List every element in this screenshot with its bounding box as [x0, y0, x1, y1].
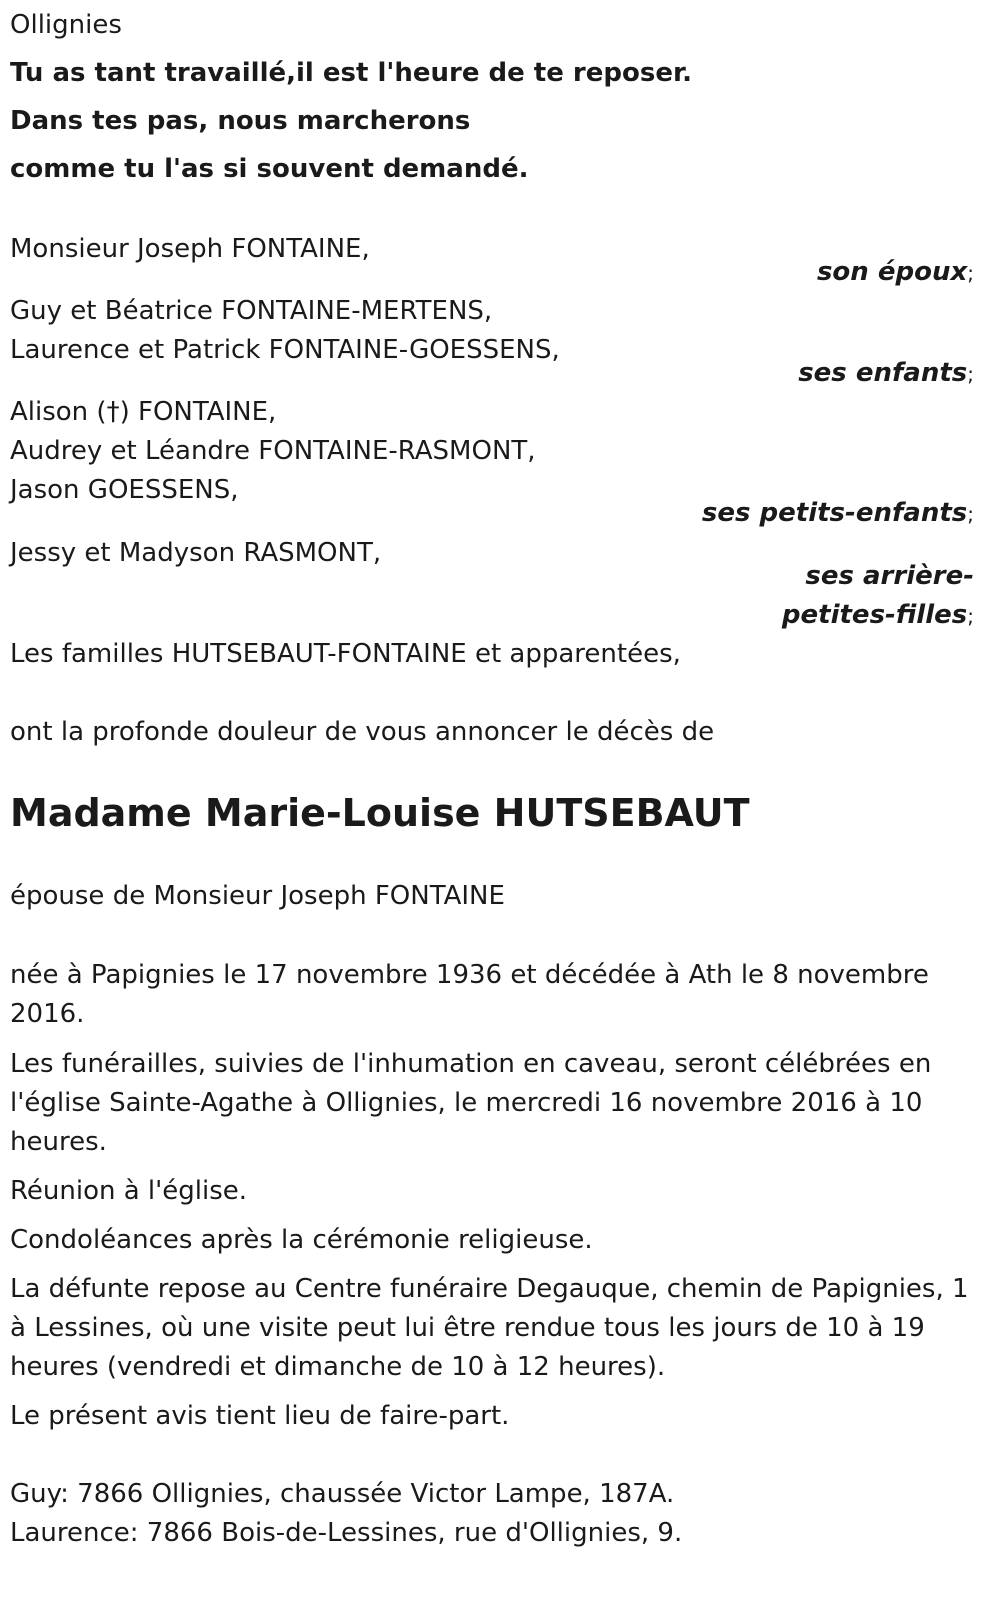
- child-1: Guy et Béatrice FONTAINE-MERTENS,: [10, 296, 493, 326]
- grandchild-alison-suffix: ) FONTAINE,: [119, 397, 277, 427]
- birth-death-paragraph: née à Papignies le 17 novembre 1936 et décédée à Ath le 8 novembre 2016.: [10, 960, 929, 1029]
- grandchildren-role: [702, 494, 974, 534]
- verse-line-1: Tu as tant travaillé,il est l'heure de te reposer.: [10, 58, 692, 88]
- grandchild-alison: [10, 393, 276, 432]
- address-laurence: Laurence: 7866 Bois-de-Lessines, rue d'Ollignies, 9.: [10, 1518, 683, 1548]
- great-grandchildren-role-line-1: ses arrière-: [805, 561, 974, 591]
- grandchild-alison-prefix: Alison (: [10, 397, 107, 427]
- role-separator: ;: [967, 502, 974, 526]
- repose-paragraph: La défunte repose au Centre funéraire Degauque, chemin de Papignies, 1 à Lessines, où une visite peut lui être rendue tous les jours de 10 à 19 heures (vendredi et dimanche de 10 à 12 heures).: [10, 1274, 969, 1382]
- families-line: Les familles HUTSEBAUT-FONTAINE et apparentées,: [10, 639, 681, 669]
- grandchild-3: Jason GOESSENS,: [10, 475, 239, 505]
- grandchildren-role-label: ses petits-enfants: [701, 498, 968, 528]
- verse-line-2: Dans tes pas, nous marcherons: [10, 106, 471, 136]
- funeral-paragraph: Les funérailles, suivies de l'inhumation en caveau, seront célébrées en l'église Sainte-Agathe à Ollignies, le mercredi 16 novembre 2016 à 10 heures.: [10, 1049, 932, 1157]
- children-role-label: ses enfants: [798, 358, 968, 388]
- address-guy: Guy: 7866 Ollignies, chaussée Victor Lampe, 187A.: [10, 1479, 675, 1509]
- children-role: [798, 354, 974, 394]
- deceased-name: Madame Marie-Louise HUTSEBAUT: [10, 791, 750, 835]
- husband-name: Monsieur Joseph FONTAINE,: [10, 234, 370, 264]
- spouse-line: épouse de Monsieur Joseph FONTAINE: [10, 881, 505, 911]
- grandchild-2: Audrey et Léandre FONTAINE-RASMONT,: [10, 436, 536, 466]
- location: Ollignies: [10, 10, 122, 40]
- verse-line-3: comme tu l'as si souvent demandé.: [10, 154, 529, 184]
- role-separator: ;: [967, 604, 974, 628]
- great-grandchildren-role-line-2: [782, 596, 974, 636]
- husband-role: [817, 253, 974, 293]
- role-separator: ;: [967, 362, 974, 386]
- cross-icon: †: [106, 397, 120, 427]
- husband-role-label: son époux: [816, 257, 968, 287]
- great-grandchildren: Jessy et Madyson RASMONT,: [10, 538, 382, 568]
- meeting-paragraph: Réunion à l'église.: [10, 1176, 248, 1206]
- child-2: Laurence et Patrick FONTAINE-GOESSENS,: [10, 335, 560, 365]
- announcement: ont la profonde douleur de vous annoncer le décès de: [10, 717, 715, 747]
- role-separator: ;: [967, 261, 974, 285]
- great-grandchildren-role-label: petites-filles: [781, 600, 968, 630]
- notice-paragraph: Le présent avis tient lieu de faire-part.: [10, 1401, 510, 1431]
- condolences-paragraph: Condoléances après la cérémonie religieuse.: [10, 1225, 593, 1255]
